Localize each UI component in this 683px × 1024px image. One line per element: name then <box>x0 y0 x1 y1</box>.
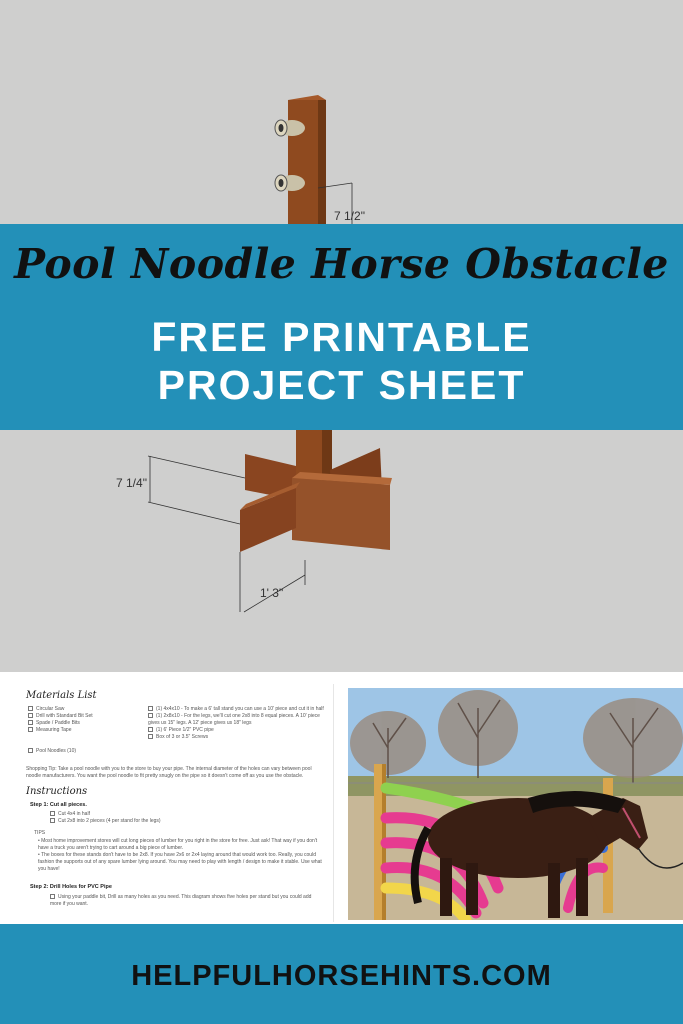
material-item: (1) 4x4x10 - To make a 6' tall stand you can use a 10' piece and cut it in half <box>148 706 328 713</box>
material-item: Drill with Standard Bit Set <box>28 713 143 720</box>
horse-photo-svg <box>348 688 683 920</box>
shopping-tip: Shopping Tip: Take a pool noodle with you to the store to buy your pipe. The internal diameter of the holes can vary between pool noodle manufacturers. You want the pool noodle to fit pretty snugly on the pipe so it doesn't come off as you use the obstacle. <box>26 766 312 779</box>
step-1-list <box>50 811 320 825</box>
step-1-heading: Step 1: Cut all pieces. <box>30 802 87 808</box>
tip-item: • The boxes for these stands don't have to be 2x8. If you have 2x6 or 2x4 laying around that would work too. Really, you could fashion the supports out of any spare lumber lying around. You may need to play with length / design to make it stable. Use what you have! <box>38 852 322 872</box>
material-item: Circular Saw <box>28 706 143 713</box>
base-stand <box>148 430 392 612</box>
materials-heading: Materials List <box>26 690 97 701</box>
material-item: Measuring Tape <box>28 727 143 734</box>
materials-right-list <box>148 706 328 741</box>
instructions-heading: Instructions <box>26 786 88 797</box>
step-item: Cut 2x8 into 2 pieces (4 per stand for the legs) <box>50 818 320 825</box>
step-2-heading: Step 2: Drill Holes for PVC Pipe <box>30 884 112 890</box>
dimension-left: 7 1/4" <box>116 476 147 490</box>
tip-item: • Most home improvement stores will cut long pieces of lumber for you right in the store for free. Just ask! That way if you don't have a truck you aren't trying to cart around a big piece of lumber. <box>38 838 318 851</box>
horse-photo <box>348 688 683 920</box>
tips-list <box>38 838 326 873</box>
step-item: Using your paddle bit, Drill as many holes as you need. This diagram shows five holes per stand but you could add more if you want. <box>50 894 312 907</box>
project-sheet-preview <box>20 684 334 922</box>
step-2-list <box>50 894 320 908</box>
script-title: Pool Noodle Horse Obstacle <box>14 240 669 288</box>
banner-line-1: FREE PRINTABLE <box>151 314 532 360</box>
material-item: (1) 6' Piece 1/2" PVC pipe <box>148 727 328 734</box>
step-item: Cut 4x4 in half <box>50 811 320 818</box>
site-url: HELPFULHORSEHINTS.COM <box>131 960 552 992</box>
tips-label: TIPS <box>34 830 46 836</box>
material-item: Spade / Paddle Bits <box>28 720 143 727</box>
material-item: Pool Noodles (10) <box>28 748 143 755</box>
material-item: (1) 2x8x10 - For the legs, we'll cut one 2x8 into 8 equal pieces. A 10' piece gives us 15" legs. A 12' piece gives us 18" legs <box>148 713 320 726</box>
materials-left-list <box>28 706 143 755</box>
banner-line-2: PROJECT SHEET <box>157 362 526 408</box>
dimension-bottom: 1' 3" <box>260 586 284 600</box>
dimension-top: 7 1/2" <box>334 209 365 223</box>
material-item: Box of 3 or 3.5" Screws <box>148 734 328 741</box>
